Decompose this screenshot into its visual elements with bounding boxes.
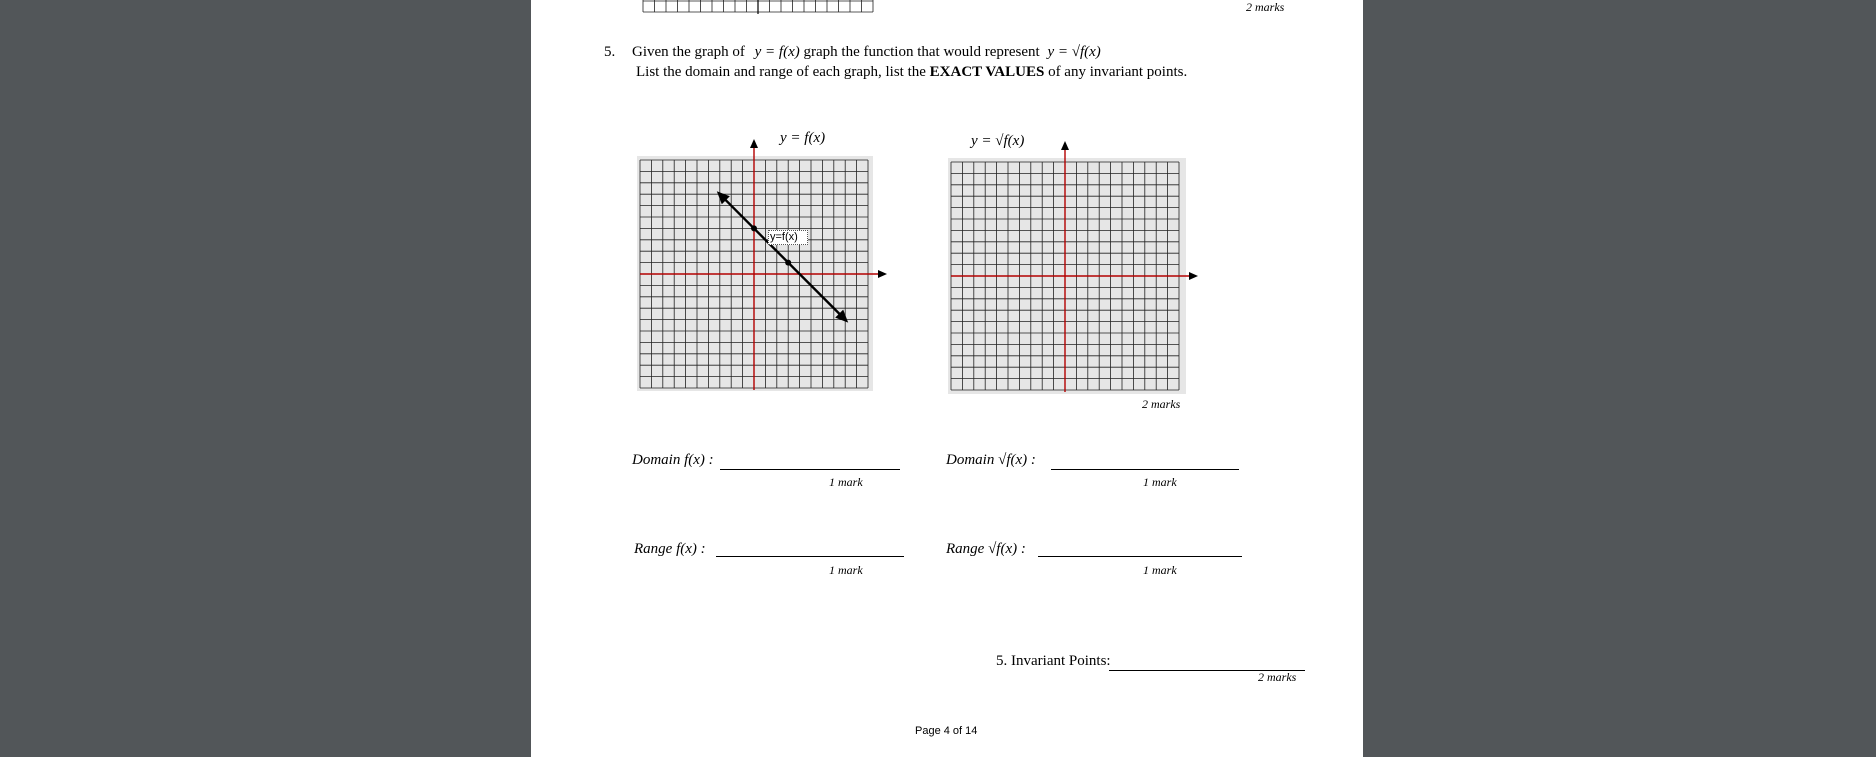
question-text-c: List the domain and range of each graph, list the [636,64,926,80]
domain-sqrt-answer-line[interactable] [1051,469,1239,470]
range-sqrt-marks: 1 mark [1143,563,1177,577]
curve-label: y=f(x) [768,230,808,245]
range-sqrt-answer-line[interactable] [1038,556,1242,557]
graph-marks: 2 marks [1142,397,1181,411]
question-number: 5. [604,44,616,60]
invariant-points-label: 5. Invariant Points: [996,653,1111,669]
domain-fx-answer-line[interactable] [720,469,900,470]
function-sqrt: y = √f(x) [1047,44,1101,60]
left-graph-title: y = f(x) [780,130,826,146]
question-line-2 [636,64,1187,81]
function-fx: y = f(x) [754,44,800,60]
invariant-points-marks: 2 marks [1258,670,1297,684]
left-graph [637,136,897,386]
range-fx-answer-line[interactable] [716,556,904,557]
exact-values-text: EXACT VALUES [929,64,1045,80]
domain-sqrt-marks: 1 mark [1143,475,1177,489]
right-graph-title: y = √f(x) [971,133,1025,149]
question-text-b: graph the function that would represent [803,44,1040,60]
question-text-d: of any invariant points. [1048,64,1188,80]
page-number: Page 4 of 14 [915,725,978,737]
question-line-1 [632,44,1101,61]
domain-fx-label: Domain f(x) : [632,452,714,468]
domain-sqrt-label: Domain √f(x) : [946,452,1036,468]
previous-grid-remnant [643,0,883,16]
range-fx-marks: 1 mark [829,563,863,577]
document-page [531,0,1363,757]
question-text-a: Given the graph of [632,44,745,60]
range-sqrt-label: Range √f(x) : [946,541,1026,557]
range-fx-label: Range f(x) : [634,541,706,557]
domain-fx-marks: 1 mark [829,475,863,489]
top-marks: 2 marks [1246,0,1285,14]
right-graph [948,138,1208,388]
